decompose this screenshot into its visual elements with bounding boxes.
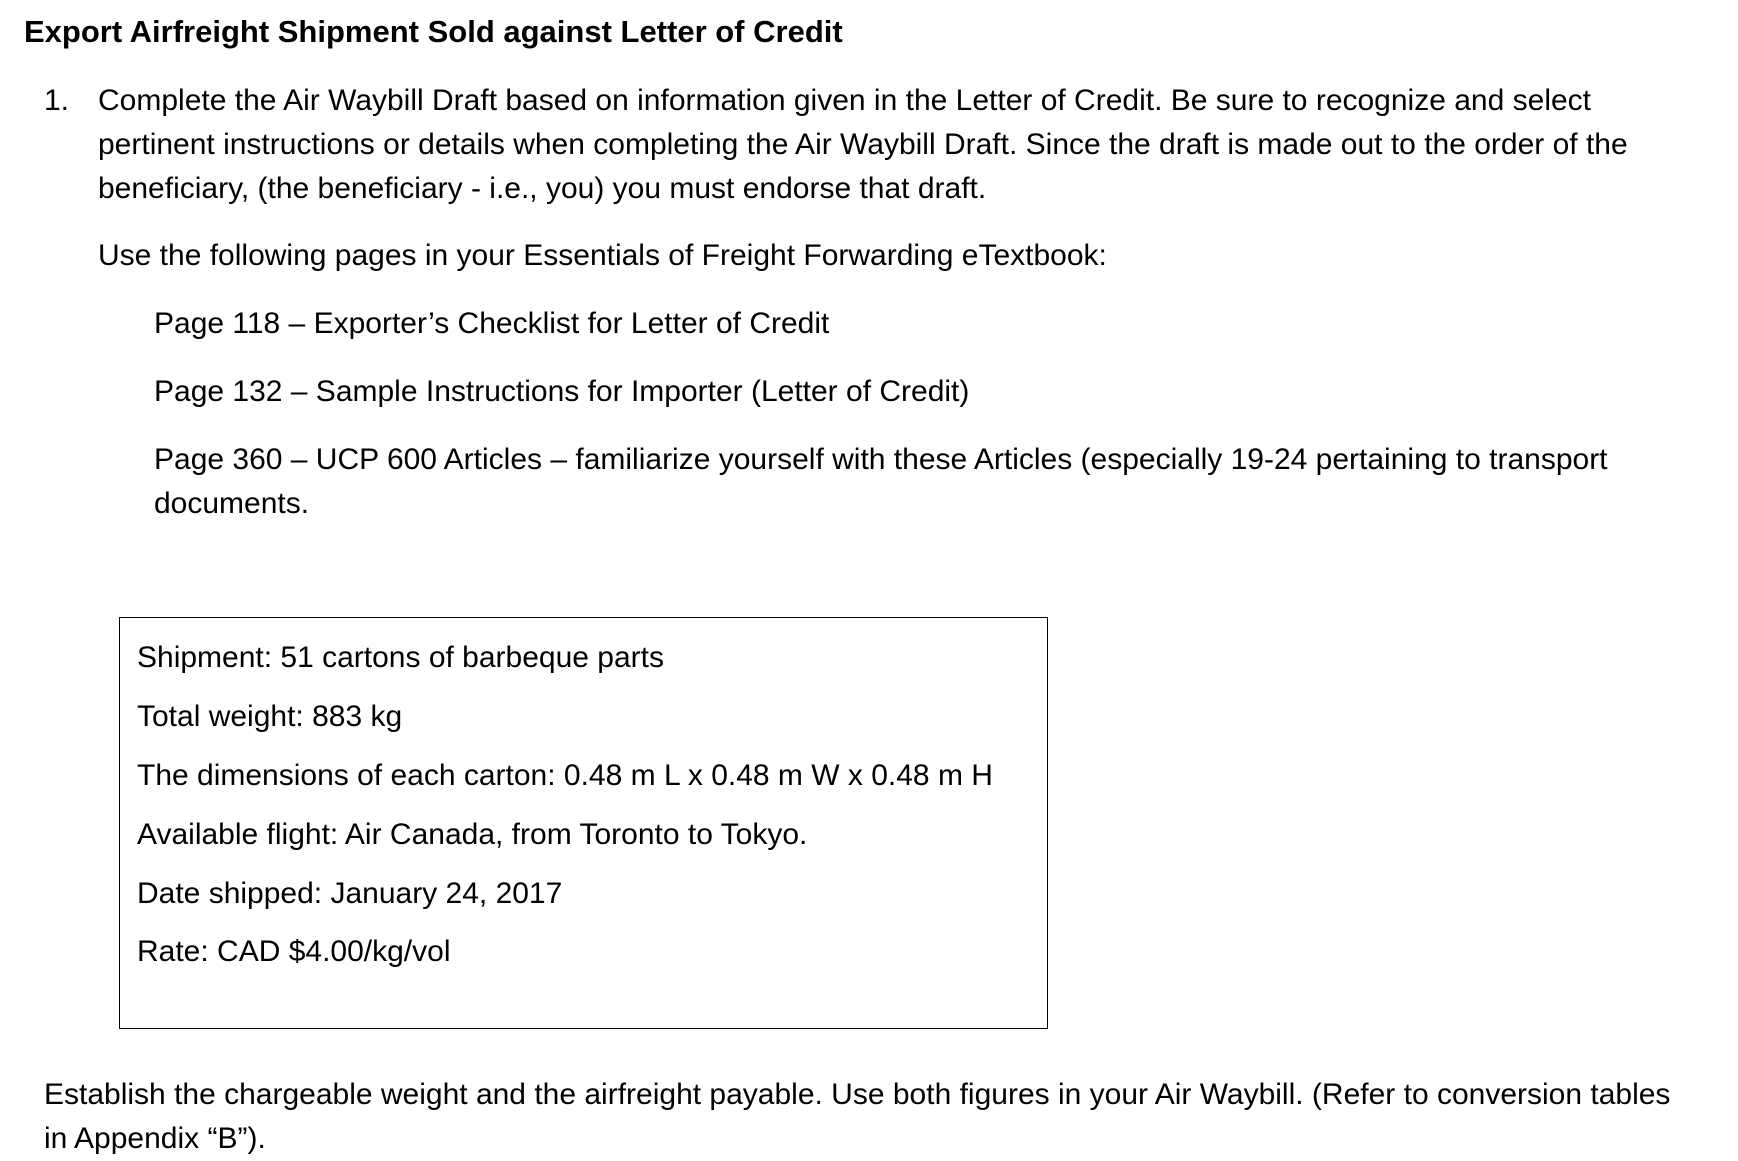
page-reference: Page 360 – UCP 600 Articles – familiarize yourself with these Articles (especially 19-24 pertaining to transport documents. — [154, 443, 1608, 520]
rate-line: Rate: CAD $4.00/kg/vol — [137, 935, 451, 968]
list-item-number: 1. — [44, 84, 70, 117]
flight-line: Available flight: Air Canada, from Toronto to Tokyo. — [137, 818, 808, 851]
list-item-text: Complete the Air Waybill Draft based on information given in the Letter of Credit. Be sure to recognize and select pertinent instructions or details when completing the Air Waybill Draft. Since the draft is made out to the order of the beneficiary, (the beneficiary - i.e., you) you must endorse that draft. — [98, 84, 1628, 205]
page-reference: Page 132 – Sample Instructions for Importer (Letter of Credit) — [154, 375, 970, 408]
use-pages-intro: Use the following pages in your Essentials of Freight Forwarding eTextbook: — [98, 239, 1107, 272]
shipment-line: Shipment: 51 cartons of barbeque parts — [137, 641, 664, 674]
date-shipped-line: Date shipped: January 24, 2017 — [137, 877, 563, 910]
dimensions-line: The dimensions of each carton: 0.48 m L x 0.48 m W x 0.48 m H — [137, 759, 993, 792]
page-reference: Page 118 – Exporter’s Checklist for Letter of Credit — [154, 307, 830, 340]
total-weight-line: Total weight: 883 kg — [137, 700, 403, 733]
document-title: Export Airfreight Shipment Sold against Letter of Credit — [24, 14, 843, 49]
closing-instruction: Establish the chargeable weight and the airfreight payable. Use both figures in your Air Waybill. (Refer to conversion tables in Appendix “B”). — [44, 1078, 1671, 1155]
shipment-details-box — [119, 617, 1048, 1029]
